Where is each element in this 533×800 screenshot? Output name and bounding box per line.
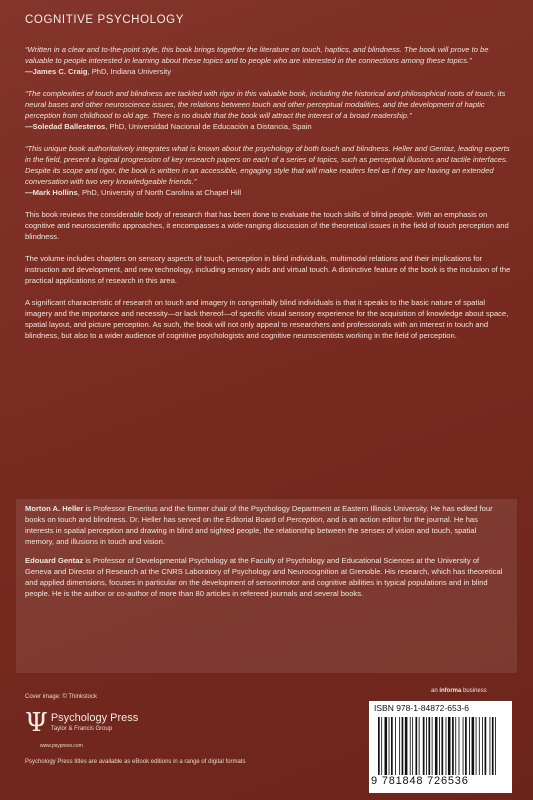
barcode-bar — [455, 717, 456, 775]
barcode-bar — [391, 717, 393, 775]
publisher-name: Psychology Press — [50, 712, 139, 724]
description-paragraph: A significant characteristic of research on touch and imagery in congenitally blind individuals is that it speaks to the basic nature of spatial imagery and the importance and necessity—or lack thereof—of specific visual sensory experience for the acquisition of knowledge about space, spatial layout, and picture perception. As such, the book will not only appeal to researchers and professionals with an interest in touch and blindness, but also to a wider audience of cognitive psychologists and cognitive neuroscientists working in the field of perception. — [25, 298, 509, 340]
barcode-icon — [378, 717, 503, 775]
barcode-bar — [389, 717, 390, 775]
barcode-bar — [492, 717, 494, 775]
barcode-bar — [459, 717, 460, 775]
psi-logo-icon: Ψ — [25, 708, 48, 738]
bio-text: is Professor of Developmental Psychology at the Faculty of Psychology and Educational Sciences at the University of Geneva and Director of Research at the CNRS Laboratory of Psychology and Neurocognition at Grenoble. His research, which has theoretical and applied dimensions, focuses in particular on the development of sensorimotor and cognitive abilities in typical populations and in blind people. He is the author or co-author of more than 80 articles in refereed journals and several books. — [25, 556, 503, 598]
quote-affiliation: , PhD, Indiana University — [87, 67, 172, 76]
description-paragraph: This book reviews the considerable body of research that has been done to evaluate the touch skills of blind people. With an emphasis on cognitive and neuroscientific approaches, it encompasses a wide-ranging discussion of the theoretical issues in the field of touch perception and blindness. — [25, 210, 509, 241]
barcode-bar — [426, 717, 427, 775]
barcode-bar — [410, 717, 411, 775]
quote-author: —Soledad Ballesteros — [25, 122, 106, 131]
barcode-bar — [405, 717, 408, 775]
barcode-bar — [402, 717, 404, 775]
ebook-note: Psychology Press titles are available as eBook editions in a range of digital formats — [25, 759, 246, 765]
barcode-bar — [482, 717, 483, 775]
barcode-bar — [479, 717, 480, 775]
author-name: Morton A. Heller — [25, 504, 84, 513]
journal-title: Perception — [286, 515, 323, 524]
barcode-bar — [419, 717, 420, 775]
barcode-bar — [415, 717, 417, 775]
author-bio — [25, 555, 507, 599]
cover-credit: Cover image: © Thinkstock — [25, 694, 98, 700]
quote-attribution — [25, 66, 513, 77]
barcode-bar — [439, 717, 440, 775]
business-tagline — [431, 688, 487, 694]
barcode-bar — [381, 717, 382, 775]
quote-affiliation: , PhD, Universidad Nacional de Educación a Distancia, Spain — [105, 122, 312, 131]
description-paragraph: The volume includes chapters on sensory aspects of touch, perception in blind individuals, multimodal relations and their implications for instruction and development, and new technology, including sensory aids and virtual touch. A distinctive feature of the book is the inclusion of the practical applications of research in this area. — [25, 254, 511, 285]
barcode-bar — [441, 717, 443, 775]
bio-text: is Professor Emeritus and the former chair of the Psychology Department at Eastern Illinois University. He has edited four books on touch and blindness. Dr. Heller has served on the Editorial Board of — [25, 504, 493, 524]
barcode-bar — [385, 717, 388, 775]
barcode-bar — [448, 717, 451, 775]
barcode-bar — [446, 717, 447, 775]
quote-text: “Written in a clear and to-the-point style, this book brings together the literature on touch, haptics, and blindness. The book will prove to be valuable to people interested in learning about these topics and to people who are interested in the connections among these topics.” — [25, 45, 489, 65]
barcode-bar — [432, 717, 433, 775]
endorsement-quote — [25, 88, 513, 132]
barcode-box — [369, 701, 512, 793]
barcode-bar — [472, 717, 475, 775]
endorsement-quote — [25, 44, 513, 77]
barcode-bar — [465, 717, 467, 775]
barcode-digits: 9 781848 726536 — [371, 775, 469, 787]
publisher-logo — [25, 710, 138, 736]
quote-author: —James C. Craig — [25, 67, 88, 76]
barcode-bar — [423, 717, 425, 775]
business-prefix: an — [431, 688, 440, 694]
quote-text: “The complexities of touch and blindness are tackled with rigor in this valuable book, including the historical and philosophical roots of touch, its neural bases and other neuroscience issues, the relations between touch and other perceptual modalities, and the development of haptic perception from childhood to old age. There is no doubt that the book will attract the interest of a broad readership.” — [25, 89, 506, 120]
barcode-bar — [485, 717, 487, 775]
bio-text: , and is an action editor for the journal. He has interests in spatial perception and drawing in blind and sighted people, the relationship between the senses of vision and touch, spatial memory, and illusions in touch and vision. — [25, 515, 478, 546]
barcode-bar — [412, 717, 413, 775]
barcode-bar — [495, 717, 496, 775]
barcode-bar — [463, 717, 464, 775]
barcode-bar — [428, 717, 430, 775]
quote-text: “This unique book authoritatively integrates what is known about the psychology of both touch and blindness. Heller and Gentaz, leading experts in the field, present a logical progression of key research papers on each of a series of topics, such as perceptual illusions and tactile interfaces. Despite its scope and rigor, the book is written in an accessible, engaging style that will make readers feel as if they are having an extended conversation with two very knowledgeable friends.” — [25, 144, 510, 186]
isbn-label: ISBN 978-1-84872-653-6 — [374, 703, 469, 713]
business-suffix: business — [461, 688, 487, 694]
barcode-bar — [476, 717, 477, 775]
author-bio — [25, 503, 507, 547]
barcode-bar — [395, 717, 396, 775]
quote-attribution — [25, 121, 513, 132]
quote-affiliation: , PhD, University of North Carolina at Chapel Hill — [77, 188, 242, 197]
quote-author: —Mark Hollins — [25, 188, 78, 197]
barcode-bar — [469, 717, 470, 775]
publisher-website[interactable]: www.psypress.com — [40, 743, 83, 749]
main-text — [25, 44, 513, 352]
category-label: COGNITIVE PSYCHOLOGY — [25, 14, 184, 26]
barcode-bar — [435, 717, 438, 775]
barcode-bar — [399, 717, 400, 775]
barcode-bar — [378, 717, 380, 775]
author-bios — [25, 503, 507, 607]
barcode-bar — [490, 717, 491, 775]
quote-attribution — [25, 187, 513, 198]
barcode-bar — [452, 717, 454, 775]
informa-brand: informa — [439, 688, 462, 694]
publisher-group: Taylor & Francis Group — [50, 726, 113, 732]
publisher-name-block — [51, 710, 138, 733]
endorsement-quote — [25, 143, 513, 198]
author-name: Edouard Gentaz — [25, 556, 84, 565]
